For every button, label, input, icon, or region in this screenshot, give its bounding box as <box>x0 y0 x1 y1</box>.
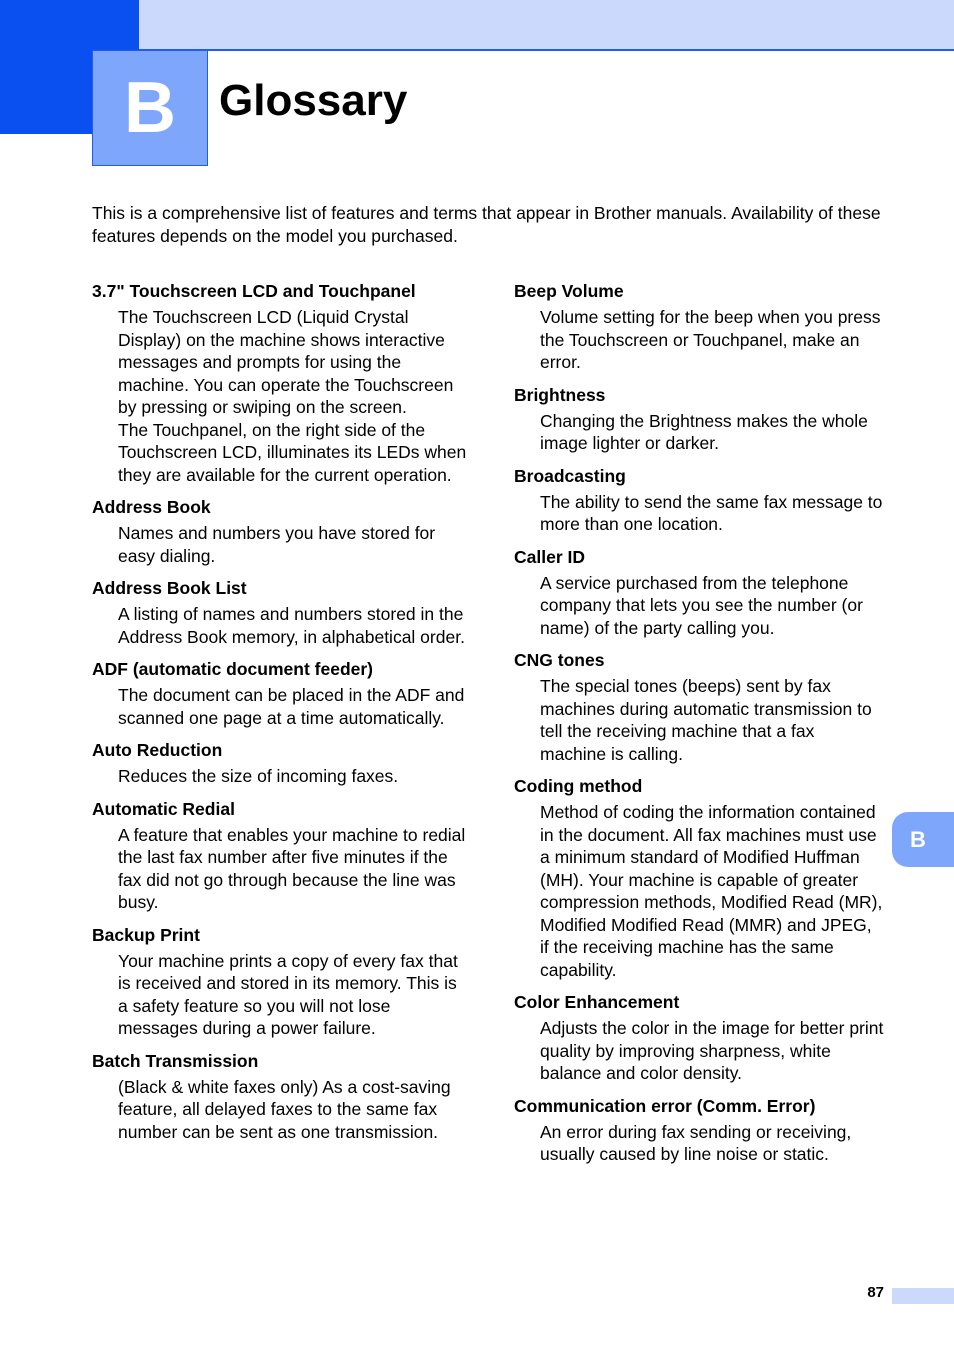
glossary-definition: Your machine prints a copy of every fax that is received and stored in its memory. This is a safety feature so you will not lose messages during a power failure. <box>118 950 458 1038</box>
chapter-letter-box <box>92 50 208 166</box>
header-band <box>139 0 954 51</box>
glossary-definition: Volume setting for the beep when you press the Touchscreen or Touchpanel, make an error. <box>540 307 881 372</box>
glossary-definition: The Touchscreen LCD (Liquid Crystal Display) on the machine shows interactive messages and prompts for using the machine. You can operate the Touchscreen by pressing or swiping on the screen. <box>118 307 454 417</box>
glossary-definition: Reduces the size of incoming faxes. <box>118 766 399 786</box>
glossary-term: Color Enhancement <box>514 992 680 1012</box>
glossary-term: CNG tones <box>514 650 605 670</box>
glossary-entry <box>514 775 884 981</box>
glossary-definition: An error during fax sending or receiving, usually caused by line noise or static. <box>540 1121 852 1164</box>
glossary-entry <box>92 577 467 648</box>
intro-paragraph: This is a comprehensive list of features and terms that appear in Brother manuals. Availability of these features depends on the model you purchased. <box>92 203 881 246</box>
glossary-term: Coding method <box>514 776 643 796</box>
side-tab-letter: B <box>910 826 926 852</box>
glossary-term: Address Book List <box>92 578 247 598</box>
glossary-term: Address Book <box>92 497 211 517</box>
glossary-term: Communication error (Comm. Error) <box>514 1095 816 1116</box>
glossary-term: Automatic Redial <box>92 798 235 819</box>
glossary-entry <box>514 649 884 765</box>
chapter-letter: B <box>124 68 176 148</box>
glossary-term: Beep Volume <box>514 281 624 301</box>
glossary-definition: A feature that enables your machine to redial the last fax number after five minutes if the fax did not go through because the line was busy. <box>118 824 466 912</box>
glossary-definition: Names and numbers you have stored for easy dialing. <box>118 523 436 566</box>
glossary-term: ADF (automatic document feeder) <box>92 659 373 679</box>
glossary-term: Caller ID <box>514 546 585 567</box>
glossary-entry <box>514 465 884 536</box>
glossary-entry <box>514 384 884 455</box>
glossary-definition: The Touchpanel, on the right side of the Touchscreen LCD, illuminates its LEDs when they are available for the current operation. <box>118 419 467 485</box>
glossary-entry <box>514 1095 884 1166</box>
glossary-entry <box>514 546 884 640</box>
glossary-definition: The ability to send the same fax message to more than one location. <box>540 491 883 534</box>
glossary-definition: The special tones (beeps) sent by fax machines during automatic transmission to tell the receiving machine that a fax machine is calling. <box>540 676 872 764</box>
glossary-entry <box>92 658 467 729</box>
glossary-term: Auto Reduction <box>92 740 223 760</box>
glossary-definition: Method of coding the information contained in the document. All fax machines must use a minimum standard of Modified Huffman (MH). Your machine is capable of greater compression methods, Modified Read (MR), Modified Modified Read (MMR) and JPEG, if the receiving machine has the same capability. <box>540 802 883 980</box>
glossary-entry <box>514 991 884 1085</box>
glossary-definition: Changing the Brightness makes the whole image lighter or darker. <box>540 410 868 453</box>
glossary-entry <box>92 280 467 486</box>
glossary-right-column <box>514 280 884 1176</box>
glossary-left-column <box>92 280 467 1153</box>
chapter-side-tab <box>892 812 954 867</box>
glossary-definition: A service purchased from the telephone company that lets you see the number (or name) of the party calling you. <box>540 572 863 638</box>
glossary-entry <box>514 280 884 374</box>
page-number-bar <box>892 1288 954 1304</box>
glossary-entry <box>92 1050 467 1144</box>
glossary-term: Backup Print <box>92 924 200 945</box>
glossary-term: Brightness <box>514 384 606 405</box>
glossary-entry <box>92 798 467 914</box>
glossary-term: 3.7" Touchscreen LCD and Touchpanel <box>92 281 416 301</box>
glossary-definition: Adjusts the color in the image for better print quality by improving sharpness, white balance and color density. <box>540 1018 884 1083</box>
glossary-entry <box>92 739 467 788</box>
glossary-definition: The document can be placed in the ADF and scanned one page at a time automatically. <box>118 685 465 728</box>
glossary-entry <box>92 496 467 567</box>
glossary-term: Batch Transmission <box>92 1050 259 1071</box>
glossary-definition: (Black & white faxes only) As a cost-saving feature, all delayed faxes to the same fax number can be sent as one transmission. <box>118 1076 451 1142</box>
glossary-entry <box>92 924 467 1040</box>
glossary-term: Broadcasting <box>514 465 626 486</box>
page-number: 87 <box>867 1284 884 1301</box>
glossary-definition: A listing of names and numbers stored in the Address Book memory, in alphabetical order. <box>118 604 465 647</box>
chapter-title: Glossary <box>219 76 408 125</box>
